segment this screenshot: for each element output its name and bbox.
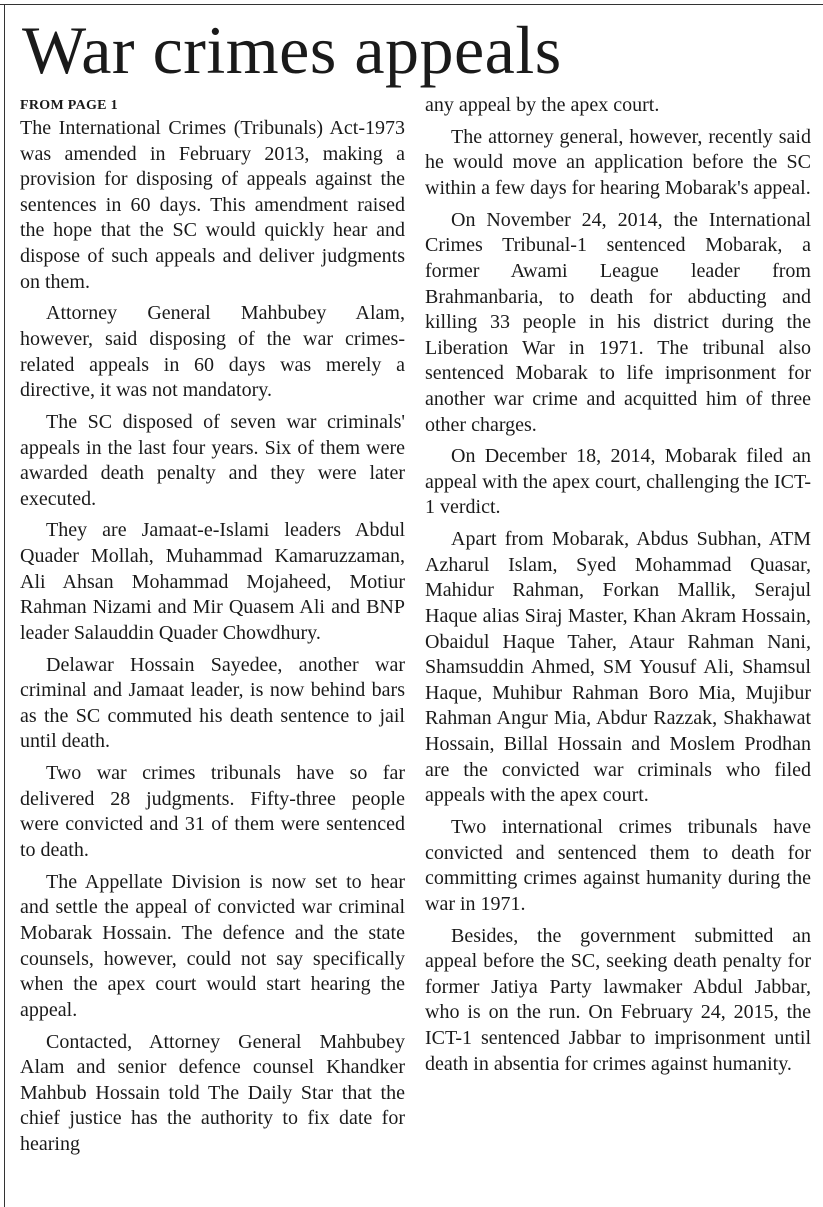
paragraph: They are Jamaat-e-Islami leaders Abdul Quader Mollah, Muhammad Kamaruzzaman, Ali Ahsan Mohammad Mojaheed, Motiur Rahman Nizami and Mir Quasem Ali and BNP leader Salauddin Quader Chowdhury. xyxy=(20,519,405,644)
article-column-1 xyxy=(20,96,405,1164)
paragraph: The Appellate Division is now set to hear and settle the appeal of convicted war criminal Mobarak Hossain. The defence and the state counsels, however, could not say specifically when the apex court would start hearing the appeal. xyxy=(20,870,405,1021)
paragraph: Contacted, Attorney General Mahbubey Alam and senior defence counsel Khandker Mahbub Hossain told The Daily Star that the chief justice has the authority to fix date for hearing xyxy=(20,1030,405,1155)
kicker-from-page-1: FROM PAGE 1 xyxy=(20,98,118,113)
paragraph-continuation: any appeal by the apex court. xyxy=(425,94,660,116)
paragraph: Two international crimes tribunals have convicted and sentenced them to death for committing crimes against humanity during the war in 1971. xyxy=(425,815,811,915)
paragraph: The SC disposed of seven war criminals' appeals in the last four years. Six of them were awarded death penalty and they were later executed. xyxy=(20,410,405,510)
paragraph: On November 24, 2014, the International Crimes Tribunal-1 sentenced Mobarak, a former Awami League leader from Brahmanbaria, to death for abducting and killing 33 people in his district during the Liberation War in 1971. The tribunal also sentenced Mobarak to life imprisonment for another war crime and acquitted him of three other charges. xyxy=(425,208,811,436)
paragraph: Besides, the government submitted an appeal before the SC, seeking death penalty for former Jatiya Party lawmaker Abdul Jabbar, who is on the run. On February 24, 2015, the ICT-1 sentenced Jabbar to imprisonment until death in absentia for crimes against humanity. xyxy=(425,924,811,1075)
paragraph: Apart from Mobarak, Abdus Subhan, ATM Azharul Islam, Syed Mohammad Quasar, Mahidur Rahman, Forkan Mallik, Serajul Haque alias Siraj Master, Khan Akram Hossain, Obaidul Haque Taher, Ataur Rahman Nani, Shamsuddin Ahmed, SM Yousuf Ali, Shamsul Haque, Muhibur Rahman Boro Mia, Mujibur Rahman Angur Mia, Abdur Razzak, Shakhawat Hossain, Billal Hossain and Moslem Prodhan are the convicted war criminals who filed appeals with the apex court. xyxy=(425,528,811,807)
top-border-rule xyxy=(0,4,823,5)
paragraph: Attorney General Mahbubey Alam, however, said disposing of the war crimes-related appeals in 60 days was merely a directive, it was not mandatory. xyxy=(20,302,405,402)
left-border-rule xyxy=(4,4,5,1207)
headline: War crimes appeals xyxy=(22,12,562,88)
paragraph: Delawar Hossain Sayedee, another war criminal and Jamaat leader, is now behind bars as the SC commuted his death sentence to jail until death. xyxy=(20,653,405,753)
article-column-2 xyxy=(425,93,811,1083)
paragraph: The attorney general, however, recently said he would move an application before the SC within a few days for hearing Mobarak's appeal. xyxy=(425,125,811,199)
paragraph: On December 18, 2014, Mobarak filed an appeal with the apex court, challenging the ICT-1 verdict. xyxy=(425,445,811,519)
paragraph: The International Crimes (Tribunals) Act-1973 was amended in February 2013, making a provision for disposing of appeals against the sentences in 60 days. This amendment raised the hope that the SC would quickly hear and dispose of such appeals and deliver judgments on them. xyxy=(20,117,405,293)
paragraph: Two war crimes tribunals have so far delivered 28 judgments. Fifty-three people were convicted and 31 of them were sentenced to death. xyxy=(20,762,405,861)
